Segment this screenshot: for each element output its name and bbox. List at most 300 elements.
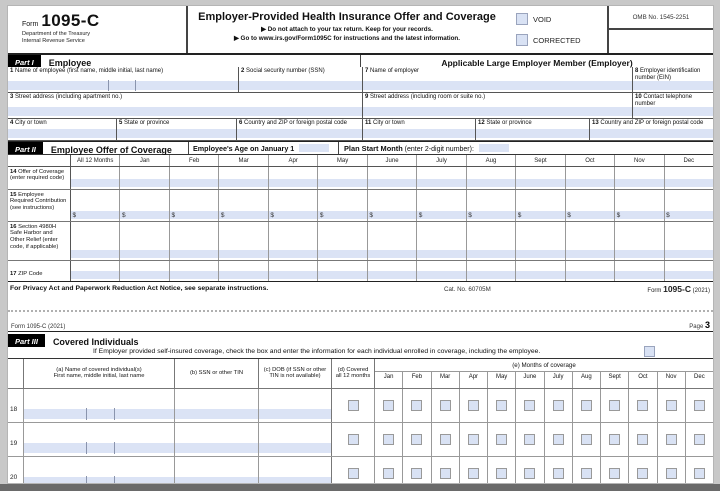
coverage-month-checkbox[interactable] (468, 468, 479, 479)
coverage-month-checkbox[interactable] (468, 400, 479, 411)
line-label: Offer of Coverage (enter required code) (10, 168, 65, 182)
month-cell (402, 457, 430, 485)
covered-ssn-input[interactable] (175, 409, 258, 419)
month-header: Nov (657, 372, 685, 388)
col-b-header: (b) SSN or other TIN (174, 359, 258, 388)
offer-code-input[interactable] (417, 179, 465, 187)
month-cell (459, 389, 487, 422)
form-footer-ref (647, 284, 710, 294)
month-cell (374, 457, 402, 485)
line-number: 17 (10, 271, 17, 278)
part1-band-left (8, 55, 360, 67)
field-number: 11 (365, 120, 372, 126)
zip-code-input[interactable] (120, 271, 168, 279)
offer-code-input[interactable] (120, 179, 168, 187)
month-cell (402, 423, 430, 456)
coverage-month-checkbox[interactable] (383, 468, 394, 479)
row-number: 20 (10, 473, 18, 481)
table-cell (466, 261, 515, 281)
coverage-month-checkbox[interactable] (666, 400, 677, 411)
dollar-sign: $ (369, 211, 373, 219)
part1-row-2 (8, 93, 713, 119)
contribution-input[interactable] (71, 211, 119, 219)
coverage-month-checkbox[interactable] (553, 400, 564, 411)
coverage-month-checkbox[interactable] (440, 400, 451, 411)
table-cell (614, 167, 663, 189)
table-cell (416, 190, 465, 221)
employer-state-input[interactable] (476, 129, 589, 138)
month-header: Jan (119, 155, 168, 166)
coverage-month-checkbox[interactable] (524, 468, 535, 479)
line-label: Section 4980H Safe Harbor and Other Relief (enter code, if applicable) (10, 223, 59, 251)
covered-12-months-cell (331, 423, 374, 456)
line-15-label (8, 190, 71, 221)
coverage-month-checkbox[interactable] (440, 468, 451, 479)
table-cell (169, 261, 218, 281)
field-number: 5 (119, 120, 123, 126)
relief-code-input[interactable] (665, 250, 713, 258)
page3-header (8, 312, 713, 332)
col-c-header: (c) DOB (if SSN or other TIN is not available) (258, 359, 331, 388)
field-label: State or province (486, 120, 532, 126)
covered-name-input[interactable] (24, 409, 174, 419)
month-header: Aug (572, 372, 600, 388)
contribution-input[interactable] (665, 211, 713, 219)
void-corrected-block (516, 13, 616, 55)
month-cell (544, 423, 572, 456)
coverage-month-checkbox[interactable] (553, 434, 564, 445)
months-of-coverage-label: (e) Months of coverage (375, 359, 713, 372)
name-divider (114, 408, 115, 420)
table-cell (515, 190, 564, 221)
relief-code-input[interactable] (170, 250, 218, 258)
name-cell (23, 389, 174, 422)
month-cell (487, 457, 515, 485)
field-1-employee-name (8, 67, 238, 92)
relief-code-input[interactable] (318, 250, 366, 258)
form-word: Form (22, 21, 39, 28)
dollar-sign: $ (220, 211, 225, 219)
table-cell (466, 167, 515, 189)
zip-code-input[interactable] (665, 271, 713, 279)
coverage-month-checkbox[interactable] (524, 400, 535, 411)
line-number: 14 (10, 168, 17, 175)
employee-zip-input[interactable] (237, 129, 362, 138)
coverage-month-checkbox[interactable] (383, 400, 394, 411)
coverage-month-checkbox[interactable] (496, 400, 507, 411)
month-header: Mar (218, 155, 267, 166)
coverage-month-checkbox[interactable] (666, 468, 677, 479)
coverage-month-checkbox[interactable] (609, 468, 620, 479)
part3-header (8, 332, 713, 358)
dollar-sign: $ (171, 211, 176, 219)
employer-street-input[interactable] (363, 107, 632, 116)
month-cell (685, 423, 713, 456)
month-cell (572, 423, 600, 456)
contribution-input[interactable] (120, 211, 168, 219)
offer-code-input[interactable] (318, 179, 366, 187)
relief-code-input[interactable] (417, 250, 465, 258)
field-label: Contact telephone number (635, 94, 693, 107)
offer-code-input[interactable] (368, 179, 416, 187)
month-cell (628, 423, 656, 456)
contribution-input[interactable] (318, 211, 366, 219)
employee-city-input[interactable] (8, 129, 116, 138)
table-cell (614, 222, 663, 260)
employer-city-input[interactable] (363, 129, 475, 138)
part1-badge: Part I (8, 55, 41, 67)
month-header: Sept (600, 372, 628, 388)
contribution-input[interactable] (417, 211, 465, 219)
coverage-month-checkbox[interactable] (411, 400, 422, 411)
table-cell (169, 167, 218, 189)
coverage-month-checkbox[interactable] (694, 434, 705, 445)
month-cell (685, 389, 713, 422)
page1-footer (8, 281, 713, 296)
coverage-month-checkbox[interactable] (496, 468, 507, 479)
offer-code-input[interactable] (269, 179, 317, 187)
coverage-month-checkbox[interactable] (637, 468, 648, 479)
name-divider (135, 80, 136, 91)
part3-title: Covered Individuals (52, 336, 139, 347)
employee-name-input[interactable] (8, 81, 238, 90)
corrected-checkbox[interactable] (516, 34, 528, 46)
field-6-country-zip (236, 119, 362, 140)
self-insured-checkbox[interactable] (644, 346, 655, 357)
void-row (516, 13, 616, 25)
month-header: June (367, 155, 416, 166)
contribution-input[interactable] (467, 211, 515, 219)
month-header: Feb (402, 372, 430, 388)
employee-age-label: Employee's Age on January 1 (193, 144, 295, 153)
employer-section-title: Applicable Large Employer Member (Employer) (360, 55, 713, 67)
table-cell (614, 190, 663, 221)
void-label: VOID (533, 14, 552, 24)
table-cell (515, 167, 564, 189)
covered-dob-input[interactable] (259, 443, 331, 453)
contact-phone-input[interactable] (633, 107, 713, 116)
table-cell (317, 167, 366, 189)
table-cell (565, 190, 614, 221)
table-cell (317, 261, 366, 281)
part2-title: Employee Offer of Coverage (50, 144, 172, 155)
table-cell (169, 222, 218, 260)
field-label: City or town (15, 120, 47, 126)
relief-code-input[interactable] (269, 250, 317, 258)
zip-code-input[interactable] (615, 271, 663, 279)
table-cell (218, 190, 267, 221)
coverage-month-checkbox[interactable] (524, 434, 535, 445)
covered-ssn-input[interactable] (175, 443, 258, 453)
relief-code-input[interactable] (71, 250, 119, 258)
part2-band-left (8, 142, 188, 154)
form-title-block (188, 6, 506, 53)
coverage-month-checkbox[interactable] (637, 400, 648, 411)
month-cell (600, 389, 628, 422)
table-cell (218, 222, 267, 260)
relief-code-input[interactable] (516, 250, 564, 258)
covered-all-12-months-checkbox[interactable] (348, 400, 359, 411)
form-page (7, 5, 714, 484)
coverage-month-checkbox[interactable] (553, 468, 564, 479)
table-cell (466, 222, 515, 260)
month-cell (628, 457, 656, 485)
part1-row-1 (8, 67, 713, 93)
ssn-cell (174, 423, 258, 456)
table-cell (614, 261, 663, 281)
relief-code-input[interactable] (467, 250, 515, 258)
table-cell (218, 167, 267, 189)
corrected-row (516, 34, 616, 46)
coverage-month-checkbox[interactable] (411, 434, 422, 445)
offer-code-input[interactable] (71, 179, 119, 187)
part1-band (8, 53, 713, 67)
name-cell (23, 423, 174, 456)
table-cell (565, 261, 614, 281)
contribution-input[interactable] (516, 211, 564, 219)
part1-title: Employee (48, 57, 92, 68)
row-number-header (8, 359, 23, 388)
line-16-safe-harbor (8, 222, 713, 261)
offer-code-input[interactable] (170, 179, 218, 187)
catalog-number: Cat. No. 60705M (444, 286, 491, 293)
page-number-value: 3 (704, 320, 710, 330)
table-cell (71, 190, 119, 221)
covered-all-12-months-checkbox[interactable] (348, 434, 359, 445)
col-a-line1: (a) Name of covered individual(s) (56, 367, 142, 373)
contribution-input[interactable] (269, 211, 317, 219)
contribution-input[interactable] (615, 211, 663, 219)
employer-zip-input[interactable] (590, 129, 713, 138)
form-instruction-2: ▶ Go to www.irs.gov/Form1095C for instructions and the latest information. (233, 35, 461, 43)
field-label: Country and ZIP or foreign postal code (244, 120, 347, 126)
coverage-month-checkbox[interactable] (468, 434, 479, 445)
line-number: 16 (10, 223, 17, 230)
table-cell (664, 167, 713, 189)
coverage-month-checkbox[interactable] (383, 434, 394, 445)
omb-number: OMB No. 1545-2251 (609, 6, 713, 30)
employee-street-input[interactable] (8, 107, 362, 116)
coverage-month-checkbox[interactable] (694, 400, 705, 411)
coverage-month-checkbox[interactable] (496, 434, 507, 445)
covered-name-input[interactable] (24, 477, 174, 485)
col-d-header: (d) Covered all 12 months (331, 359, 374, 388)
part3-title-row (8, 334, 713, 347)
relief-code-input[interactable] (368, 250, 416, 258)
table-cell (515, 261, 564, 281)
month-header: July (416, 155, 465, 166)
zip-code-input[interactable] (368, 271, 416, 279)
footer-form-number: 1095-C (663, 284, 691, 294)
month-header: Sept (515, 155, 564, 166)
employee-state-input[interactable] (117, 129, 236, 138)
col-a-line2: First name, middle initial, last name (53, 373, 145, 379)
employer-name-input[interactable] (363, 81, 632, 90)
covered-dob-input[interactable] (259, 477, 331, 485)
covered-individual-row-20 (8, 457, 713, 485)
table-cell (367, 167, 416, 189)
covered-name-input[interactable] (24, 443, 174, 453)
table-cell (416, 167, 465, 189)
page-bottom-edge (0, 484, 720, 491)
offer-code-input[interactable] (566, 179, 614, 187)
month-header: Oct (565, 155, 614, 166)
privacy-notice: For Privacy Act and Paperwork Reduction Act Notice, see separate instructions. (10, 285, 269, 292)
table-cell (565, 167, 614, 189)
field-number: 6 (239, 120, 243, 126)
coverage-month-checkbox[interactable] (440, 434, 451, 445)
coverage-month-checkbox[interactable] (581, 434, 592, 445)
field-label: State or province (124, 120, 170, 126)
table-cell (317, 222, 366, 260)
name-divider (86, 408, 87, 420)
field-5-state (116, 119, 236, 140)
month-header: Aug (466, 155, 515, 166)
month-cell (544, 457, 572, 485)
part3-column-headers (8, 359, 713, 389)
name-divider (108, 80, 109, 91)
covered-ssn-input[interactable] (175, 477, 258, 485)
dollar-sign: $ (666, 211, 670, 219)
field-number: 10 (635, 94, 642, 100)
page-word: Page (689, 324, 704, 330)
offer-code-input[interactable] (219, 179, 267, 187)
line-16-label (8, 222, 71, 260)
dept-line1: Department of the Treasury (22, 31, 91, 37)
month-header: Feb (169, 155, 218, 166)
line-label: ZIP Code (18, 271, 43, 278)
name-divider (114, 476, 115, 485)
zip-code-input[interactable] (417, 271, 465, 279)
coverage-month-checkbox[interactable] (411, 468, 422, 479)
coverage-month-checkbox[interactable] (694, 468, 705, 479)
contribution-input[interactable] (368, 211, 416, 219)
dob-cell (258, 457, 331, 485)
month-header: Jan (383, 373, 394, 380)
coverage-month-checkbox[interactable] (609, 434, 620, 445)
part2-badge: Part II (8, 142, 43, 154)
covered-12-months-cell (331, 457, 374, 485)
coverage-month-checkbox[interactable] (581, 400, 592, 411)
dollar-sign: $ (468, 211, 472, 219)
field-number: 1 (10, 68, 14, 74)
table-cell (119, 261, 168, 281)
relief-code-input[interactable] (219, 250, 267, 258)
part3-month-headers (375, 372, 713, 388)
name-cell (23, 457, 174, 485)
month-cell (374, 389, 402, 422)
col-e-header (374, 359, 713, 388)
month-cell (685, 457, 713, 485)
relief-code-input[interactable] (120, 250, 168, 258)
field-number: 3 (10, 94, 14, 100)
employee-ssn-input[interactable] (239, 81, 362, 90)
month-header: May (317, 155, 366, 166)
zip-code-input[interactable] (318, 271, 366, 279)
table-cell (71, 261, 119, 281)
ssn-cell (174, 389, 258, 422)
zip-code-input[interactable] (516, 271, 564, 279)
form-instruction-1: ▶ Do not attach to your tax return. Keep for your records. (261, 25, 433, 33)
zip-code-input[interactable] (219, 271, 267, 279)
month-cell (459, 457, 487, 485)
zip-code-input[interactable] (467, 271, 515, 279)
relief-code-input[interactable] (566, 250, 614, 258)
relief-code-input[interactable] (615, 250, 663, 258)
coverage-month-checkbox[interactable] (609, 400, 620, 411)
month-cell (459, 423, 487, 456)
covered-12-months-cell (331, 389, 374, 422)
field-10-phone (632, 93, 713, 118)
dob-cell (258, 423, 331, 456)
offer-code-input[interactable] (665, 179, 713, 187)
plan-start-label: Plan Start Month (344, 144, 403, 153)
employer-ein-input[interactable] (633, 81, 713, 90)
employee-age-section (188, 142, 338, 154)
footer-form-word: Form (647, 288, 662, 294)
table-cell (565, 222, 614, 260)
month-cell (515, 423, 543, 456)
page-number (689, 320, 710, 330)
month-header: Dec (685, 372, 713, 388)
dollar-sign: $ (418, 211, 423, 219)
offer-code-input[interactable] (615, 179, 663, 187)
zip-code-input[interactable] (170, 271, 218, 279)
month-header: June (515, 372, 543, 388)
field-label: Employer identification number (EIN) (635, 68, 701, 81)
field-number: 2 (241, 68, 245, 74)
line-17-label (8, 261, 71, 281)
part2-month-header-row (8, 154, 713, 167)
part3-instruction: If Employer provided self-insured coverage, check the box and enter the information for each individual enrolled in coverage, including the employee. (93, 347, 541, 355)
month-cell (431, 389, 459, 422)
contribution-input[interactable] (566, 211, 614, 219)
covered-dob-input[interactable] (259, 409, 331, 419)
dob-cell (258, 389, 331, 422)
col-a-header (23, 359, 174, 388)
offer-code-input[interactable] (467, 179, 515, 187)
coverage-month-checkbox[interactable] (581, 468, 592, 479)
coverage-month-checkbox[interactable] (666, 434, 677, 445)
table-cell (268, 222, 317, 260)
field-number: 7 (365, 68, 369, 74)
offer-code-input[interactable] (516, 179, 564, 187)
plan-start-month-input[interactable] (479, 144, 509, 152)
table-cell (71, 167, 119, 189)
form-number: 1095-C (41, 11, 100, 30)
covered-all-12-months-checkbox[interactable] (348, 468, 359, 479)
field-11-city (362, 119, 475, 140)
dollar-sign: $ (72, 211, 77, 219)
month-header: Nov (614, 155, 663, 166)
void-checkbox[interactable] (516, 13, 528, 25)
month-header: Dec (664, 155, 713, 166)
employee-age-input[interactable] (299, 144, 329, 152)
table-cell (466, 190, 515, 221)
zip-code-input[interactable] (71, 271, 119, 279)
table-cell (169, 190, 218, 221)
coverage-month-checkbox[interactable] (637, 434, 648, 445)
omb-box (607, 6, 713, 53)
form-title: Employer-Provided Health Insurance Offer and Coverage (198, 11, 496, 23)
zip-code-input[interactable] (566, 271, 614, 279)
plan-start-section (338, 142, 713, 154)
contribution-input[interactable] (170, 211, 218, 219)
zip-code-input[interactable] (269, 271, 317, 279)
field-number: 8 (635, 68, 639, 74)
contribution-input[interactable] (219, 211, 267, 219)
month-cell (572, 389, 600, 422)
